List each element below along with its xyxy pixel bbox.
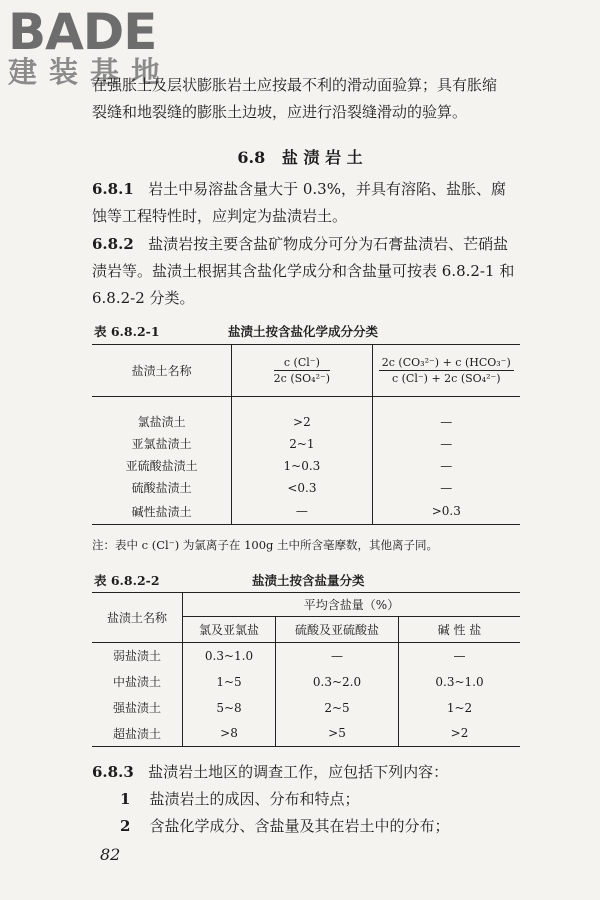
table2-header-c3: 碱 性 盐 [399, 617, 521, 643]
clause-683-number: 6.8.3 [92, 763, 134, 781]
clause-681-number: 6.8.1 [92, 180, 134, 198]
watermark-brand: BADE [8, 3, 157, 61]
table-row [92, 411, 520, 433]
table2-header-name: 盐渍土名称 [92, 593, 183, 643]
intro-line-2: 裂缝和地裂缝的膨胀土边坡，应进行沿裂缝滑动的验算。 [92, 103, 468, 121]
table2-row-v2: — [276, 643, 399, 669]
table1-header-row [92, 345, 520, 397]
section-number: 6.8 [237, 148, 266, 167]
table-row [92, 433, 520, 455]
table2-title: 盐渍土按含盐量分类 [252, 573, 365, 588]
table-row [92, 669, 520, 695]
table-row [92, 695, 520, 721]
clause-681-line-2: 蚀等工程特性时，应判定为盐渍岩土。 [92, 207, 348, 225]
table1-row-name: 亚硫酸盐渍土 [92, 455, 232, 477]
table2-row-v3: >2 [450, 726, 469, 741]
table2-row-v2: 0.3~2.0 [276, 669, 399, 695]
section-heading [0, 145, 600, 168]
list-item [120, 815, 450, 837]
table1-row-name: 氯盐渍土 [92, 411, 232, 433]
intro-line-1: 在强胀土及层状膨胀岩土应按最不利的滑动面验算；具有胀缩 [92, 76, 498, 94]
table2-row-v3: 1~2 [446, 700, 473, 715]
table-row [92, 455, 520, 477]
table1-col1-numerator: c (Cl⁻) [274, 356, 330, 371]
list-item-number: 1 [120, 790, 131, 808]
table1-col1-denominator: 2c (SO₄²⁻) [273, 372, 331, 385]
table1-row-v2: — [440, 436, 453, 451]
table2-row-name: 弱盐渍土 [92, 643, 183, 669]
table2-row-v3: 0.3~1.0 [435, 674, 484, 689]
table2-row-v1: 1~5 [183, 669, 276, 695]
table1-row-v1: — [232, 499, 372, 525]
table-row [92, 477, 520, 499]
table2-row-v1: >8 [183, 721, 276, 747]
table1-title: 盐渍土按含盐化学成分分类 [228, 324, 379, 339]
table2-label: 表 6.8.2-2 [94, 573, 160, 588]
table1-col2-numerator: 2c (CO₃²⁻) + c (HCO₃⁻) [379, 356, 514, 371]
list-item [120, 788, 360, 810]
watermark-subtitle: 建装基地 [8, 55, 173, 89]
table1-label: 表 6.8.2-1 [94, 324, 160, 339]
clause-681-line-1 [92, 178, 506, 200]
table1-row-v1: 2~1 [232, 433, 372, 455]
table1-row-v2: >0.3 [431, 504, 461, 519]
clause-682-line-1 [92, 233, 508, 255]
table1-header-col2 [372, 345, 520, 397]
clause-681-text-1: 岩土中易溶盐含量大于 0.3%，并具有溶陷、盐胀、腐 [148, 180, 506, 198]
table2-row-name: 中盐渍土 [92, 669, 183, 695]
table-row [92, 643, 520, 669]
table1 [92, 344, 520, 525]
table1-row-v2: — [440, 458, 453, 473]
clause-682-line-2: 渍岩等。盐渍土根据其含盐化学成分和含盐量可按表 6.8.2-1 和 [92, 262, 515, 280]
table2-header-group: 平均含盐量（%） [183, 593, 521, 617]
table1-row-name: 亚氯盐渍土 [92, 433, 232, 455]
table1-row-v1: >2 [232, 411, 372, 433]
table1-row-v1: 1~0.3 [232, 455, 372, 477]
table2 [92, 592, 520, 747]
table1-row-name: 碱性盐渍土 [92, 499, 232, 525]
table-row [92, 499, 520, 525]
list-item-text: 盐渍岩土的成因、分布和特点； [149, 790, 360, 808]
table2-row-v1: 5~8 [183, 695, 276, 721]
table-row [92, 721, 520, 747]
table1-header-col1 [232, 345, 372, 397]
table2-row-v3: — [453, 648, 466, 663]
table2-header-c1: 氯及亚氯盐 [183, 617, 276, 643]
section-title: 盐 渍 岩 土 [281, 148, 363, 167]
table1-row-v2: — [440, 414, 453, 429]
table1-row-name: 硫酸盐渍土 [92, 477, 232, 499]
table1-row-v1: <0.3 [232, 477, 372, 499]
table1-note: 注：表中 c (Cl⁻) 为氯离子在 100g 土中所含毫摩数，其他离子同。 [92, 538, 439, 552]
table2-header-c2: 硫酸及亚硫酸盐 [276, 617, 399, 643]
clause-682-number: 6.8.2 [92, 235, 134, 253]
table2-row-v2: 2~5 [276, 695, 399, 721]
table2-row-name: 超盐渍土 [92, 721, 183, 747]
table2-row-v1: 0.3~1.0 [183, 643, 276, 669]
table1-row-v2: — [440, 480, 453, 495]
clause-682-text-1: 盐渍岩按主要含盐矿物成分可分为石膏盐渍岩、芒硝盐 [148, 235, 509, 253]
clause-682-line-3: 6.8.2-2 分类。 [92, 289, 195, 307]
list-item-text: 含盐化学成分、含盐量及其在岩土中的分布； [149, 817, 450, 835]
clause-683-text: 盐渍岩土地区的调查工作，应包括下列内容： [148, 763, 449, 781]
table1-col2-denominator: c (Cl⁻) + 2c (SO₄²⁻) [391, 372, 501, 385]
page-number: 82 [100, 845, 121, 864]
list-item-number: 2 [120, 817, 131, 835]
table2-row-v2: >5 [276, 721, 399, 747]
clause-683-line [92, 761, 448, 783]
table2-row-name: 强盐渍土 [92, 695, 183, 721]
table1-header-name: 盐渍土名称 [92, 345, 232, 397]
